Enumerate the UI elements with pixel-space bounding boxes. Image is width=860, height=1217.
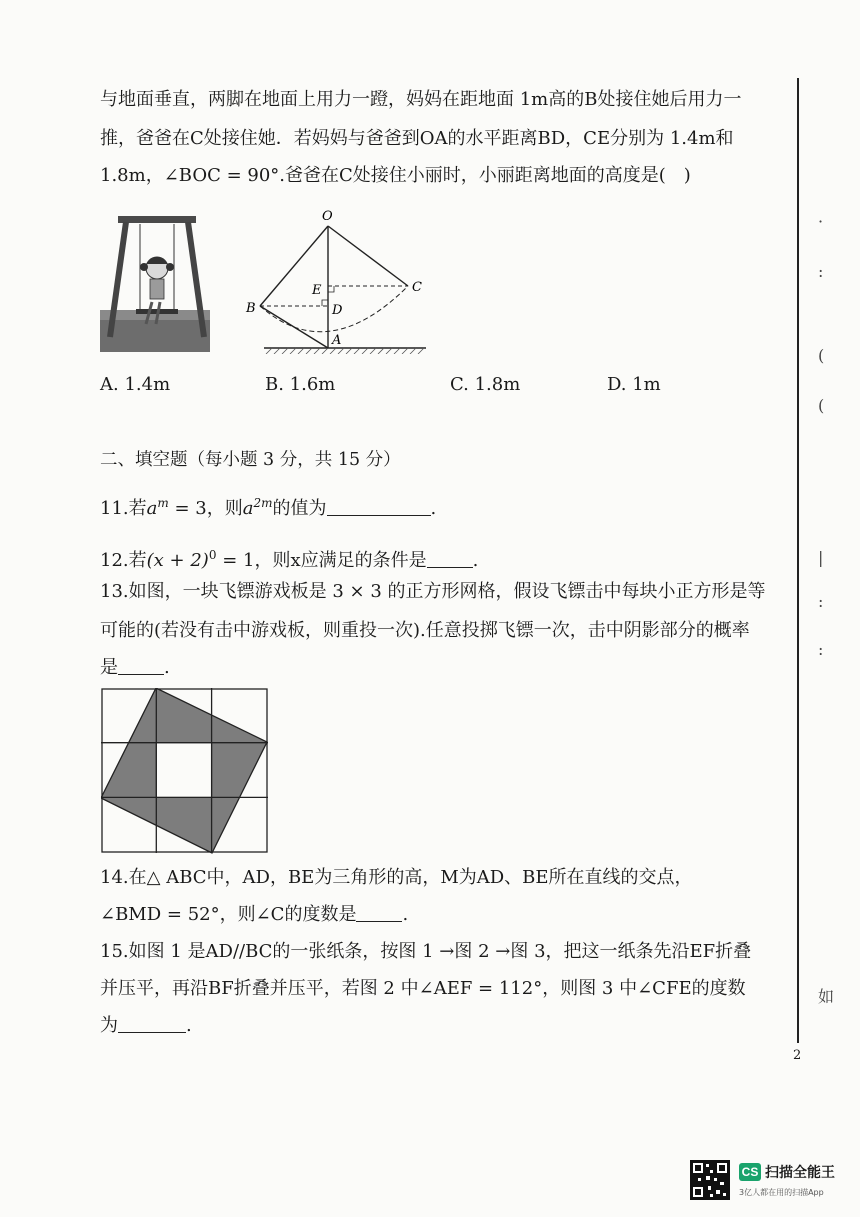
q11-base: a	[146, 498, 158, 519]
q11-exp: m	[157, 496, 169, 510]
q15-end: .	[186, 1015, 192, 1036]
dartboard-grid	[101, 688, 269, 854]
label-e: E	[312, 283, 322, 298]
q12-before: 12.若	[100, 550, 147, 571]
swing-diagram	[240, 204, 440, 354]
label-o: O	[322, 209, 333, 224]
q14-line-2	[100, 903, 408, 927]
scanner-name: 扫描全能王	[765, 1165, 835, 1181]
answer-blank-14	[356, 903, 402, 922]
scanner-logo: CS	[739, 1163, 761, 1181]
q11-after: 的值为	[272, 498, 327, 519]
q15-line-3-text: 为	[100, 1015, 118, 1036]
label-b: B	[246, 301, 256, 316]
q13-line-2: 可能的(若没有击中游戏板，则重投一次).任意投掷飞镖一次，击中阴影部分的概率	[100, 620, 750, 641]
edge-mark: (	[818, 346, 825, 365]
q13-line-3	[100, 656, 170, 680]
q11-base-2: a	[242, 498, 254, 519]
q15-line-3	[100, 1014, 192, 1038]
label-a: A	[332, 333, 342, 348]
q11-before: 11.若	[100, 498, 147, 519]
q14-line-1: 14.在△ ABC中，AD，BE为三角形的高，M为AD、BE所在直线的交点，	[100, 867, 693, 888]
answer-blank-12	[427, 549, 473, 568]
answer-blank-11	[327, 497, 431, 516]
q12	[100, 543, 478, 573]
q10-line-2: 推，爸爸在C处接住她．若妈妈与爸爸到OA的水平距离BD，CE分别为 1.4m和	[100, 128, 734, 149]
choice-c: C. 1.8m	[450, 374, 521, 395]
q14-line-2-text: ∠BMD = 52°，则∠C的度数是	[100, 904, 357, 925]
page-number: 2	[793, 1048, 802, 1063]
edge-mark: :	[818, 640, 824, 659]
q12-paren: (x + 2)	[146, 550, 209, 571]
answer-blank-13	[118, 656, 164, 675]
scanner-tagline: 3亿人都在用的扫描App	[739, 1188, 824, 1197]
qr-code-icon	[690, 1160, 730, 1200]
q11-mid: = 3，则	[168, 498, 243, 519]
choice-d: D. 1m	[607, 374, 661, 395]
q13-line-1: 13.如图，一块飞镖游戏板是 3 × 3 的正方形网格，假设飞镖击中每块小正方形是等	[100, 581, 766, 602]
q15-line-2: 并压平，再沿BF折叠并压平，若图 2 中∠AEF = 112°，则图 3 中∠CFE的度数	[100, 978, 746, 999]
edge-mark: (	[818, 396, 825, 415]
swing-photo	[100, 212, 210, 352]
binding-line	[797, 78, 799, 1043]
q11	[100, 491, 436, 521]
choice-b: B. 1.6m	[265, 374, 336, 395]
choice-a: A. 1.4m	[100, 374, 171, 395]
label-d: D	[332, 303, 343, 318]
q15-line-1: 15.如图 1 是AD//BC的一张纸条，按图 1 →图 2 →图 3，把这一纸条先沿EF折叠	[100, 941, 752, 962]
edge-mark: :	[818, 262, 824, 281]
answer-blank-15	[118, 1014, 186, 1033]
q10-line-3: 1.8m，∠BOC = 90°.爸爸在C处接住小丽时，小丽距离地面的高度是( )	[100, 165, 691, 186]
edge-mark: :	[818, 592, 824, 611]
q12-exp: 0	[208, 548, 217, 562]
q12-after: = 1，则x应满足的条件是	[216, 550, 427, 571]
edge-mark: 如	[818, 987, 835, 1006]
q12-end: .	[472, 550, 479, 571]
edge-mark: |	[818, 548, 824, 567]
q14-end: .	[402, 904, 409, 925]
label-c: C	[412, 280, 422, 295]
q11-exp2: 2m	[253, 496, 273, 510]
edge-mark: ·	[818, 212, 824, 231]
q13-line-3-text: 是	[100, 657, 118, 678]
q13-end: .	[164, 657, 170, 678]
q11-end: .	[430, 498, 437, 519]
section-title: 二、填空题（每小题 3 分，共 15 分）	[100, 450, 401, 470]
q10-line-1: 与地面垂直，两脚在地面上用力一蹬，妈妈在距地面 1m高的B处接住她后用力一	[100, 89, 742, 110]
